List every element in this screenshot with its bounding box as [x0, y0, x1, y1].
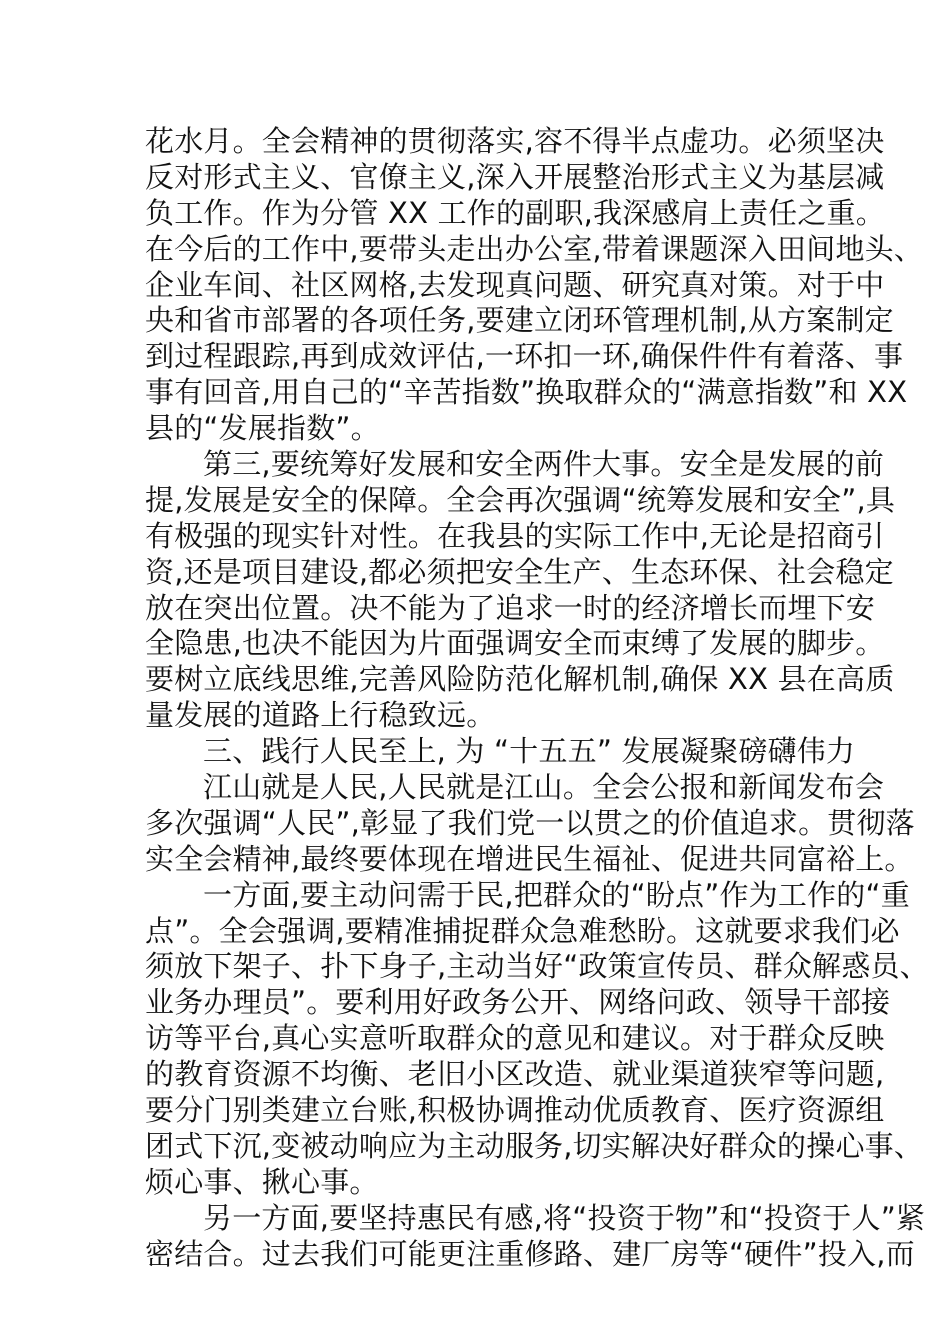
- document-body: [145, 124, 929, 1273]
- text-line: 密结合。过去我们可能更注重修路、建厂房等“硬件”投入,而: [145, 1236, 915, 1271]
- text-line: 点”。全会强调,要精准捕捉群众急难愁盼。这就要求我们必: [145, 913, 900, 948]
- text-line: 访等平台,真心实意听取群众的意见和建议。对于群众反映: [145, 1021, 885, 1056]
- text-line: 提,发展是安全的保障。全会再次强调“统筹发展和安全”,具: [145, 482, 896, 517]
- text-line: 团式下沉,变被动响应为主动服务,切实解决好群众的操心事、: [145, 1128, 924, 1163]
- text-line: 有极强的现实针对性。在我县的实际工作中,无论是招商引: [145, 518, 885, 553]
- text-line: 企业车间、社区网格,去发现真问题、研究真对策。对于中: [145, 267, 885, 302]
- paragraph-start-line: 江山就是人民,人民就是江山。全会公报和新闻发布会: [203, 770, 885, 805]
- text-line: 要树立底线思维,完善风险防范化解机制,确保 XX 县在高质: [145, 662, 895, 697]
- text-line: 花水月。全会精神的贯彻落实,容不得半点虚功。必须坚决: [145, 124, 885, 158]
- text-line: 在今后的工作中,要带头走出办公室,带着课题深入田间地头、: [145, 231, 924, 266]
- text-line: 资,还是项目建设,都必须把安全生产、生态环保、社会稳定: [145, 554, 894, 589]
- text-line: 多次强调“人民”,彰显了我们党一以贯之的价值追求。贯彻落: [145, 805, 915, 840]
- text-line: 反对形式主义、官僚主义,深入开展整治形式主义为基层减: [145, 159, 885, 194]
- text-line: 量发展的道路上行稳致远。: [145, 698, 496, 733]
- text-line: 县的“发展指数”。: [145, 411, 380, 446]
- paragraph-start-line: 另一方面,要坚持惠民有感,将“投资于物”和“投资于人”紧: [203, 1200, 926, 1235]
- text-line: 放在突出位置。决不能为了追求一时的经济增长而埋下安: [145, 590, 876, 625]
- paragraph-start-line: 第三,要统筹好发展和安全两件大事。安全是发展的前: [203, 447, 885, 482]
- text-line: 全隐患,也决不能因为片面强调安全而束缚了发展的脚步。: [145, 626, 885, 661]
- text-line: 业务办理员”。要利用好政务公开、网络问政、领导干部接: [145, 985, 891, 1020]
- text-line: 要分门别类建立台账,积极协调推动优质教育、医疗资源组: [145, 1093, 885, 1128]
- text-line: 负工作。作为分管 XX 工作的副职,我深感肩上责任之重。: [145, 195, 885, 230]
- text-line: 到过程跟踪,再到成效评估,一环扣一环,确保件件有着落、事: [145, 339, 904, 374]
- text-line: 央和省市部署的各项任务,要建立闭环管理机制,从方案制定: [145, 303, 894, 338]
- section-heading: 三、践行人民至上, 为 “十五五” 发展凝聚磅礴伟力: [203, 734, 856, 769]
- text-line: 实全会精神,最终要体现在增进民生福祉、促进共同富裕上。: [145, 841, 914, 876]
- text-line: 的教育资源不均衡、老旧小区改造、就业渠道狭窄等问题,: [145, 1057, 885, 1092]
- paragraph-start-line: 一方面,要主动问需于民,把群众的“盼点”作为工作的“重: [203, 877, 910, 912]
- text-line: 事有回音,用自己的“辛苦指数”换取群众的“满意指数”和 XX: [145, 375, 908, 410]
- text-line: 须放下架子、扑下身子,主动当好“政策宣传员、群众解惑员、: [145, 949, 929, 984]
- text-line: 烦心事、揪心事。: [145, 1164, 379, 1199]
